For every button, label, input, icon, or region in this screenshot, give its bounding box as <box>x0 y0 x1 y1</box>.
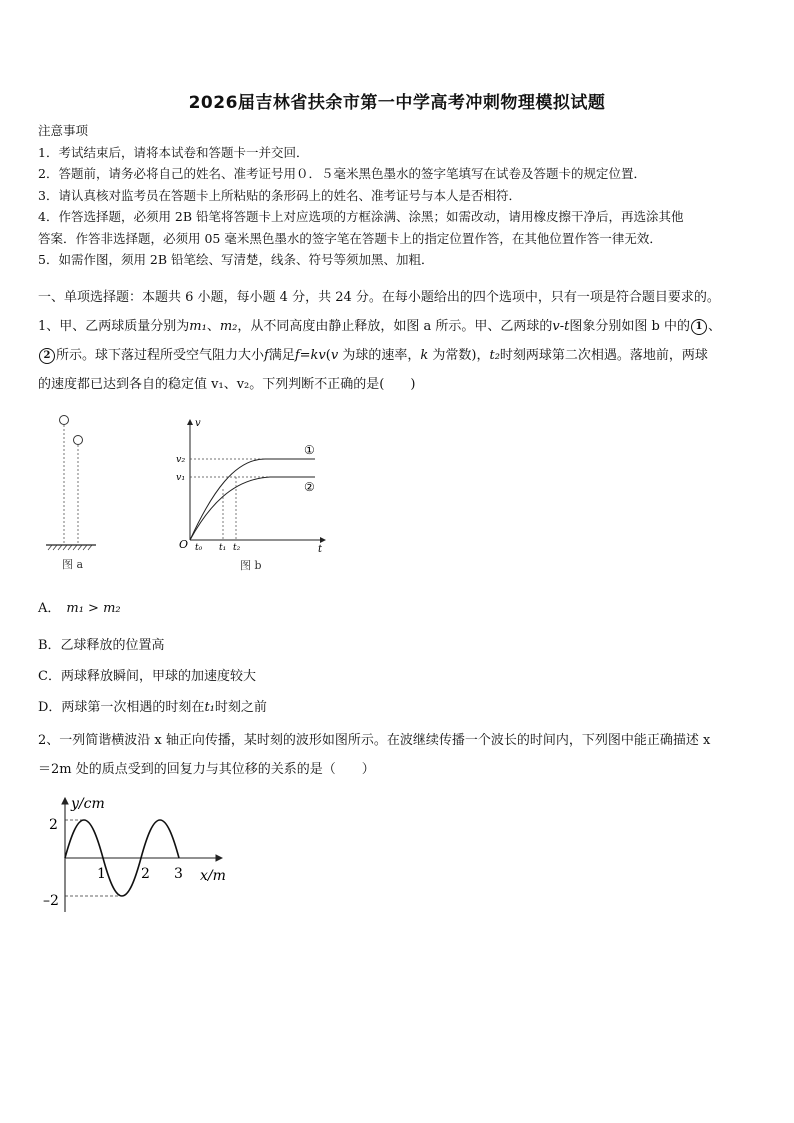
ball-yi <box>74 436 83 445</box>
question-1-stem: 1、甲、乙两球质量分别为m₁、m₂，从不同高度由静止释放，如图 a 所示。甲、乙两球的v-t图象分别如图 b 中的 1 、 2 所示。球下落过程所受空气阻力大小f满足f=kv(v 为球的速率，k 为常数)，t₂时刻两球第二次相遇。落地前，两球 的速度都已达到各自的稳定值 v₁、v₂。下列判断不正确的是( ) <box>38 319 721 392</box>
question-2-stem: 2、一列简谐横波沿 x 轴正向传播，某时刻的波形如图所示。在波继续传播一个波长的时间内，下列图中能正确描述 x ＝2m 处的质点受到的回复力与其位移的关系的是（ ） <box>38 733 711 777</box>
notice-heading: 注意事项 <box>38 123 89 138</box>
x-tick-2: 2 <box>141 866 150 882</box>
x-axis-label: x/m <box>200 868 226 884</box>
option-b[interactable]: B．乙球释放的位置高 <box>38 638 165 653</box>
notice-item-3: 3．请认真核对监考员在答题卡上所粘贴的条形码上的姓名、准考证号与本人是否相符． <box>38 187 521 203</box>
figure-a <box>40 410 110 575</box>
curve-1-label: ① <box>304 443 315 457</box>
notice-item-1: 1．考试结束后，请将本试卷和答题卡一并交回． <box>38 144 309 160</box>
notice-item-4-cont: 答案．作答非选择题，必须用 05 毫米黑色墨水的签字笔在答题卡上的指定位置作答，在其他位置作答一律无效． <box>38 230 662 246</box>
notice-item-4: 4．作答选择题，必须用 2B 铅笔将答题卡上对应选项的方框涂满、涂黑；如需改动，请用橡皮擦干净后，再选涂其他 <box>38 209 684 224</box>
ball-jia <box>60 416 69 425</box>
t2-label: t₂ <box>233 543 241 553</box>
curve-2 <box>190 477 315 540</box>
circled-one: 1 <box>691 319 707 335</box>
option-a[interactable]: A． m₁ > m₂ <box>38 601 121 616</box>
wave-graph <box>40 792 240 917</box>
figure-a-caption: 图 a <box>62 558 84 571</box>
option-d[interactable]: D．两球第一次相遇的时刻在t₁时刻之前 <box>38 700 267 715</box>
figure-b <box>170 412 335 577</box>
curve-2-label: ② <box>304 480 315 494</box>
ground-hatch <box>48 545 92 550</box>
v2-label: v₂ <box>176 454 186 465</box>
section-heading: 一、单项选择题：本题共 6 小题，每小题 4 分，共 24 分。在每小题给出的四个选项中，只有一项是符合题目要求的。 <box>38 290 720 305</box>
x-tick-3: 3 <box>174 866 183 882</box>
v1-label: v₁ <box>176 472 186 483</box>
notice-item-2: 2．答题前，请务必将自己的姓名、准考证号用０．５毫米黑色墨水的签字笔填写在试卷及答题卡的规定位置． <box>38 166 646 181</box>
option-a-expr: m₁ > m₂ <box>66 601 121 616</box>
x-tick-1: 1 <box>97 866 106 882</box>
notice-item-5: 5．如需作图，须用 2B 铅笔绘、写清楚，线条、符号等须加黑、加粗． <box>38 252 434 267</box>
curve-1 <box>190 459 315 540</box>
y-axis-label: y/cm <box>71 796 105 812</box>
t1-label: t₁ <box>219 543 227 553</box>
t0-label: t₀ <box>195 543 203 553</box>
option-c[interactable]: C．两球释放瞬间，甲球的加速度较大 <box>38 669 256 684</box>
circled-two: 2 <box>39 348 55 364</box>
t-axis-label: t <box>318 544 323 555</box>
origin-label: O <box>179 538 189 551</box>
notice-block <box>38 120 758 271</box>
y-tick-2: 2 <box>49 817 58 833</box>
figure-b-caption: 图 b <box>240 559 262 572</box>
exam-title: 2026届吉林省扶余市第一中学高考冲刺物理模拟试题 <box>188 93 606 113</box>
v-axis-label: v <box>195 418 201 429</box>
y-tick-neg2: –2 <box>43 893 59 909</box>
